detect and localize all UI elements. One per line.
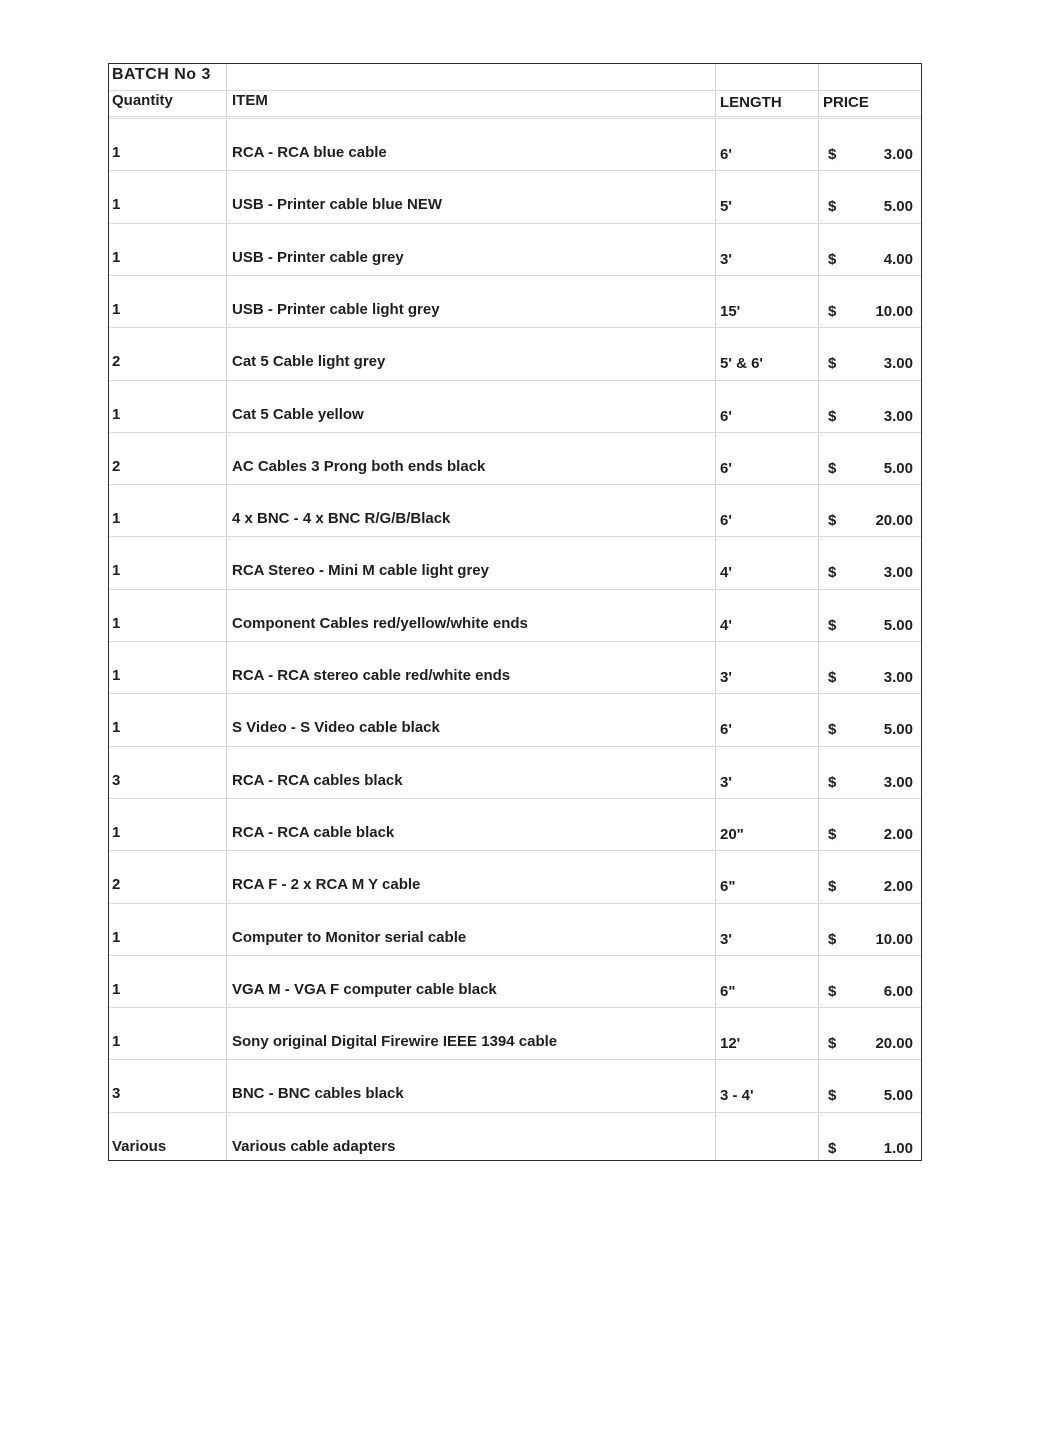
quantity-cell: 1 <box>112 1033 121 1051</box>
currency-cell: $ <box>828 930 837 948</box>
length-cell: 6' <box>720 146 732 163</box>
quantity-cell: 1 <box>112 510 121 528</box>
item-cell: 4 x BNC - 4 x BNC R/G/B/Black <box>232 510 451 528</box>
length-cell: 3' <box>720 930 732 948</box>
currency-cell: $ <box>828 146 837 163</box>
currency-cell: $ <box>828 1087 837 1105</box>
item-cell: Various cable adapters <box>232 1137 396 1155</box>
length-cell: 6" <box>720 982 736 1000</box>
row-divider <box>109 327 921 328</box>
price-cell: 5.00 <box>883 198 913 216</box>
row-divider <box>109 223 921 224</box>
length-cell: 6" <box>720 878 736 896</box>
row-divider <box>109 641 921 642</box>
quantity-cell: 1 <box>112 144 121 161</box>
quantity-cell: Various <box>112 1137 167 1155</box>
quantity-cell: 2 <box>112 353 121 371</box>
quantity-cell: 1 <box>112 248 121 266</box>
row-divider <box>109 170 921 171</box>
quantity-cell: 1 <box>112 667 121 684</box>
row-divider <box>109 798 921 799</box>
price-cell: 1.00 <box>883 1139 913 1157</box>
item-cell: Computer to Monitor serial cable <box>232 928 467 946</box>
item-cell: RCA - RCA stereo cable red/white ends <box>232 667 511 684</box>
price-cell: 5.00 <box>883 459 913 477</box>
price-cell: 5.00 <box>883 616 913 634</box>
row-divider <box>109 1059 921 1060</box>
price-cell: 3.00 <box>883 669 913 686</box>
quantity-cell: 1 <box>112 823 121 841</box>
quantity-cell: 1 <box>112 928 121 946</box>
price-cell: 2.00 <box>883 878 913 896</box>
row-divider <box>109 432 921 433</box>
item-cell: USB - Printer cable grey <box>232 248 404 266</box>
length-cell: 6' <box>720 459 732 477</box>
item-cell: RCA - RCA cable black <box>232 823 395 841</box>
row-divider <box>109 536 921 537</box>
length-cell: 12' <box>720 1035 741 1053</box>
price-cell: 3.00 <box>883 407 913 425</box>
row-divider <box>109 903 921 904</box>
price-cell: 4.00 <box>883 250 913 268</box>
price-list-table <box>108 63 922 1161</box>
item-cell: RCA - RCA cables black <box>232 771 403 789</box>
quantity-cell: 1 <box>112 300 121 318</box>
length-cell: 6' <box>720 512 732 530</box>
quantity-cell: 3 <box>112 1085 121 1103</box>
length-cell: 6' <box>720 407 732 425</box>
item-cell: Sony original Digital Firewire IEEE 1394 cable <box>232 1033 558 1051</box>
item-cell: RCA - RCA blue cable <box>232 144 387 161</box>
currency-cell: $ <box>828 459 837 477</box>
price-cell: 20.00 <box>875 1035 913 1053</box>
row-divider <box>109 380 921 381</box>
header-item: ITEM <box>232 92 268 109</box>
price-cell: 3.00 <box>883 564 913 582</box>
table-row <box>109 1138 921 1190</box>
item-cell: Cat 5 Cable yellow <box>232 405 364 423</box>
currency-cell: $ <box>828 1035 837 1053</box>
currency-cell: $ <box>828 564 837 582</box>
length-cell: 4' <box>720 564 732 582</box>
price-cell: 20.00 <box>875 512 913 530</box>
length-cell: 3' <box>720 773 732 791</box>
header-quantity: Quantity <box>112 92 173 109</box>
length-cell: 4' <box>720 616 732 634</box>
currency-cell: $ <box>828 616 837 634</box>
length-cell: 3' <box>720 250 732 268</box>
row-divider <box>109 693 921 694</box>
currency-cell: $ <box>828 878 837 896</box>
item-cell: S Video - S Video cable black <box>232 719 440 737</box>
currency-cell: $ <box>828 302 837 320</box>
item-cell: BNC - BNC cables black <box>232 1085 404 1103</box>
quantity-cell: 1 <box>112 980 121 998</box>
row-divider <box>109 955 921 956</box>
item-cell: RCA Stereo - Mini M cable light grey <box>232 562 489 580</box>
row-divider <box>109 1112 921 1113</box>
currency-cell: $ <box>828 407 837 425</box>
quantity-cell: 1 <box>112 405 121 423</box>
item-cell: USB - Printer cable light grey <box>232 300 440 318</box>
length-cell: 6' <box>720 721 732 739</box>
quantity-cell: 1 <box>112 719 121 737</box>
currency-cell: $ <box>828 512 837 530</box>
item-cell: Component Cables red/yellow/white ends <box>232 614 528 632</box>
currency-cell: $ <box>828 198 837 216</box>
row-divider <box>109 275 921 276</box>
currency-cell: $ <box>828 1139 837 1157</box>
row-divider <box>109 116 921 117</box>
item-cell: VGA M - VGA F computer cable black <box>232 980 497 998</box>
quantity-cell: 2 <box>112 876 121 894</box>
currency-cell: $ <box>828 982 837 1000</box>
currency-cell: $ <box>828 773 837 791</box>
quantity-cell: 3 <box>112 771 121 789</box>
price-cell: 5.00 <box>883 721 913 739</box>
currency-cell: $ <box>828 250 837 268</box>
row-divider <box>109 1007 921 1008</box>
length-cell: 20" <box>720 825 744 843</box>
price-cell: 2.00 <box>883 825 913 843</box>
quantity-cell: 1 <box>112 196 121 214</box>
length-cell: 5' & 6' <box>720 355 763 373</box>
row-divider <box>109 850 921 851</box>
length-cell: 3 - 4' <box>720 1087 754 1105</box>
row-divider <box>109 90 921 91</box>
row-divider <box>109 589 921 590</box>
quantity-cell: 1 <box>112 562 121 580</box>
quantity-cell: 2 <box>112 457 121 475</box>
length-cell: 3' <box>720 669 732 686</box>
length-cell: 5' <box>720 198 732 216</box>
row-divider <box>109 118 921 119</box>
item-cell: AC Cables 3 Prong both ends black <box>232 457 486 475</box>
currency-cell: $ <box>828 825 837 843</box>
price-cell: 3.00 <box>883 146 913 163</box>
header-price: PRICE <box>823 94 869 111</box>
item-cell: RCA F - 2 x RCA M Y cable <box>232 876 421 894</box>
price-cell: 10.00 <box>875 302 913 320</box>
currency-cell: $ <box>828 355 837 373</box>
row-divider <box>109 746 921 747</box>
price-cell: 3.00 <box>883 355 913 373</box>
item-cell: Cat 5 Cable light grey <box>232 353 386 371</box>
price-cell: 5.00 <box>883 1087 913 1105</box>
price-cell: 10.00 <box>875 930 913 948</box>
header-length: LENGTH <box>720 94 782 111</box>
quantity-cell: 1 <box>112 614 121 632</box>
length-cell: 15' <box>720 302 741 320</box>
row-divider <box>109 484 921 485</box>
item-cell: USB - Printer cable blue NEW <box>232 196 443 214</box>
batch-title: BATCH No 3 <box>112 66 211 83</box>
currency-cell: $ <box>828 721 837 739</box>
price-cell: 3.00 <box>883 773 913 791</box>
currency-cell: $ <box>828 669 837 686</box>
price-cell: 6.00 <box>883 982 913 1000</box>
